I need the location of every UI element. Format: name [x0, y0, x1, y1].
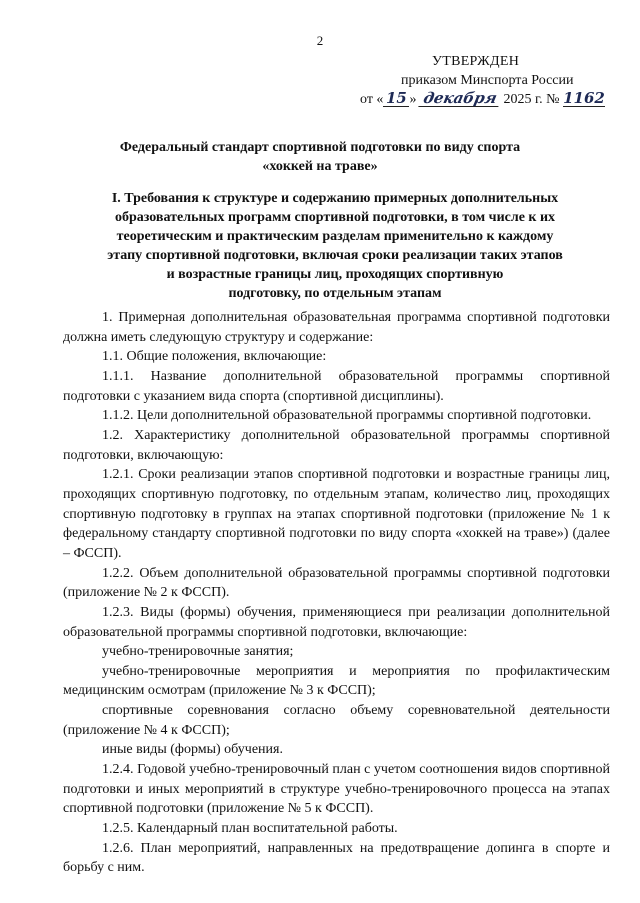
section-title-line: теоретическим и практическим разделам применительно к каждому — [116, 229, 554, 244]
section-title-line: подготовку, по отдельным этапам — [228, 286, 442, 301]
approval-date — [360, 90, 620, 109]
paragraph: иные виды (формы) обучения. — [102, 742, 283, 758]
paragraph: 1.2.2. Объем дополнительной образовательной программы спортивной подготовки (приложение № 2 к ФССП). — [63, 565, 610, 601]
section-title — [85, 189, 585, 303]
approval-order: приказом Минспорта России — [401, 73, 574, 88]
body-text — [63, 308, 610, 878]
paragraph: спортивные соревнования согласно объему соревновательной деятельности (приложение № 4 к ФССП); — [63, 703, 610, 738]
paragraph: 1.1. Общие положения, включающие: — [102, 349, 327, 365]
section-title-line: и возрастные границы лиц, проходящих спортивную — [166, 267, 504, 282]
paragraph: учебно-тренировочные мероприятия и мероприятия по профилактическим медицинским осмотрам (приложение № 3 к ФССП); — [63, 663, 610, 699]
document-title — [0, 138, 640, 176]
document-title-line: «хоккей на траве» — [262, 159, 378, 174]
paragraph: 1.2.3. Виды (формы) обучения, применяющиеся при реализации дополнительной образовательной программы спортивной подготовки, включающие: — [63, 604, 610, 640]
paragraph: 1.1.1. Название дополнительной образовательной программы спортивной подготовки с указанием вида спорта (спортивной дисциплины). — [63, 368, 610, 404]
date-prefix: от « — [360, 92, 384, 107]
handwritten-day: 15 — [383, 91, 409, 107]
paragraph: 1.2.6. План мероприятий, направленных на предотвращение допинга в спорте и борьбу с ним. — [63, 840, 610, 876]
document-title-line: Федеральный стандарт спортивной подготовки по виду спорта — [119, 140, 521, 155]
section-title-line: I. Требования к структуре и содержанию примерных дополнительных — [111, 191, 559, 206]
paragraph: 1.1.2. Цели дополнительной образовательной программы спортивной подготовки. — [102, 408, 592, 424]
paragraph: 1.2.1. Сроки реализации этапов спортивной подготовки и возрастные границы лиц, проходящих спортивную подготовку, по отдельным этапам, количество лиц, проходящих спортивную подготовку в группах на этапах спортивной подготовки (приложение № 1 к федеральному стандарту спортивной подготовки по виду спорта «хоккей на траве») (далее – ФССП). — [63, 467, 610, 561]
section-title-line: этапу спортивной подготовки, включая сроки реализации таких этапов — [107, 248, 563, 263]
year-text: 2025 г. № — [503, 92, 560, 107]
paragraph: 1.2.5. Календарный план воспитательной работы. — [102, 821, 398, 837]
section-title-line: образовательных программ спортивной подготовки, в том числе к их — [114, 210, 556, 225]
paragraph: 1. Примерная дополнительная образовательная программа спортивной подготовки должна иметь следующую структуру и содержание: — [63, 310, 610, 345]
handwritten-order-number: 1162 — [563, 89, 605, 107]
paragraph: 1.2. Характеристику дополнительной образовательной программы спортивной подготовки, включающую: — [63, 427, 610, 463]
paragraph: учебно-тренировочные занятия; — [102, 644, 294, 660]
date-mid: » — [409, 92, 417, 107]
approval-title: УТВЕРЖДЕН — [432, 54, 520, 69]
page-number: 2 — [316, 33, 324, 48]
paragraph: 1.2.4. Годовой учебно-тренировочный план с учетом соотношения видов спортивной подготовки и иных мероприятий в структуре учебно-тренировочного процесса на этапах спортивной подготовки (приложение № 5 к ФССП). — [63, 762, 610, 817]
handwritten-month: декабря — [418, 91, 501, 107]
approval-block — [360, 52, 620, 109]
